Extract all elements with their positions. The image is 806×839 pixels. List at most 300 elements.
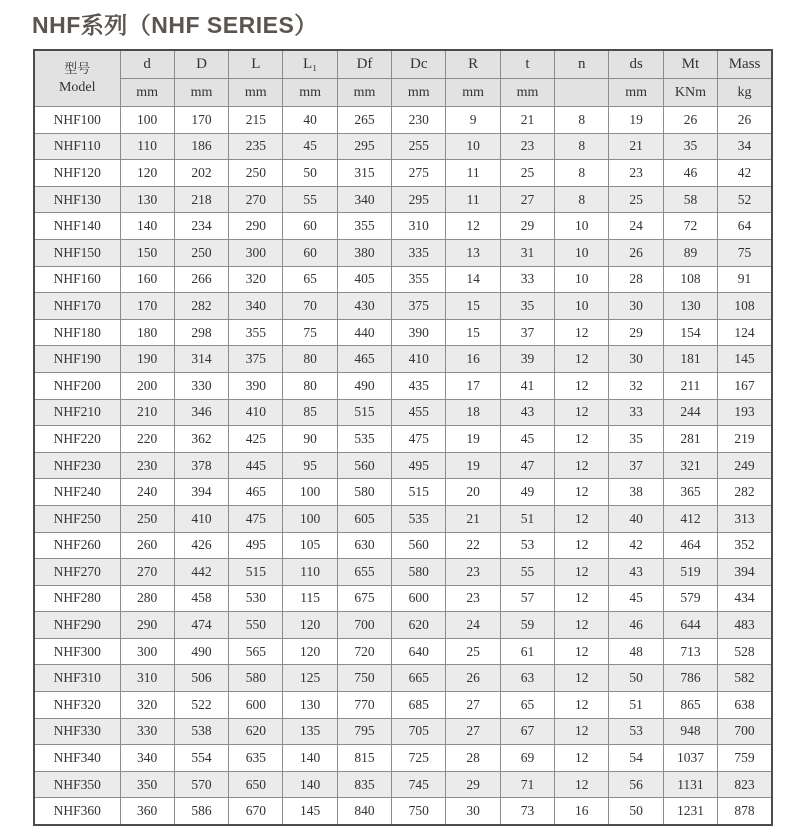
value-cell: 29 <box>609 319 663 346</box>
value-cell: 40 <box>609 505 663 532</box>
value-cell: 519 <box>663 559 717 586</box>
value-cell: 580 <box>229 665 283 692</box>
table-row <box>34 266 772 293</box>
page-title: NHF系列（NHF SERIES） <box>32 12 318 38</box>
model-cell: NHF210 <box>34 399 120 426</box>
value-cell: 290 <box>120 612 174 639</box>
unit-header-8 <box>555 79 609 107</box>
model-cell: NHF250 <box>34 505 120 532</box>
model-cell: NHF280 <box>34 585 120 612</box>
model-cell: NHF340 <box>34 745 120 772</box>
value-cell: 200 <box>120 372 174 399</box>
value-cell: 58 <box>663 186 717 213</box>
value-cell: 445 <box>229 452 283 479</box>
value-cell: 11 <box>446 160 500 187</box>
value-cell: 30 <box>609 346 663 373</box>
value-cell: 375 <box>392 293 446 320</box>
value-cell: 355 <box>229 319 283 346</box>
value-cell: 244 <box>663 399 717 426</box>
value-cell: 320 <box>229 266 283 293</box>
value-cell: 28 <box>446 745 500 772</box>
value-cell: 335 <box>392 239 446 266</box>
model-cell: NHF170 <box>34 293 120 320</box>
value-cell: 100 <box>283 505 337 532</box>
param-header-l₁: L₁ <box>283 50 337 79</box>
value-cell: 644 <box>663 612 717 639</box>
value-cell: 515 <box>229 559 283 586</box>
value-cell: 215 <box>229 107 283 134</box>
value-cell: 46 <box>663 160 717 187</box>
value-cell: 670 <box>229 798 283 825</box>
value-cell: 815 <box>337 745 391 772</box>
value-cell: 12 <box>555 319 609 346</box>
param-header-n: n <box>555 50 609 79</box>
unit-header-1: mm <box>174 79 228 107</box>
value-cell: 47 <box>500 452 554 479</box>
value-cell: 705 <box>392 718 446 745</box>
model-cell: NHF310 <box>34 665 120 692</box>
unit-header-7: mm <box>500 79 554 107</box>
value-cell: 528 <box>718 638 772 665</box>
value-cell: 340 <box>229 293 283 320</box>
value-cell: 275 <box>392 160 446 187</box>
param-header-l: L <box>229 50 283 79</box>
value-cell: 71 <box>500 771 554 798</box>
value-cell: 620 <box>229 718 283 745</box>
param-header-d: D <box>174 50 228 79</box>
value-cell: 12 <box>555 532 609 559</box>
value-cell: 80 <box>283 346 337 373</box>
value-cell: 12 <box>555 692 609 719</box>
value-cell: 85 <box>283 399 337 426</box>
value-cell: 535 <box>392 505 446 532</box>
unit-header-9: mm <box>609 79 663 107</box>
value-cell: 260 <box>120 532 174 559</box>
value-cell: 51 <box>609 692 663 719</box>
value-cell: 154 <box>663 319 717 346</box>
unit-header-6: mm <box>446 79 500 107</box>
value-cell: 355 <box>337 213 391 240</box>
value-cell: 390 <box>229 372 283 399</box>
value-cell: 54 <box>609 745 663 772</box>
value-cell: 362 <box>174 426 228 453</box>
value-cell: 16 <box>446 346 500 373</box>
model-cell: NHF260 <box>34 532 120 559</box>
table-row <box>34 745 772 772</box>
value-cell: 35 <box>609 426 663 453</box>
value-cell: 23 <box>446 585 500 612</box>
value-cell: 64 <box>718 213 772 240</box>
value-cell: 24 <box>609 213 663 240</box>
value-cell: 12 <box>555 346 609 373</box>
value-cell: 110 <box>120 133 174 160</box>
value-cell: 22 <box>446 532 500 559</box>
value-cell: 295 <box>392 186 446 213</box>
value-cell: 10 <box>555 239 609 266</box>
value-cell: 560 <box>392 532 446 559</box>
value-cell: 95 <box>283 452 337 479</box>
value-cell: 378 <box>174 452 228 479</box>
value-cell: 10 <box>555 266 609 293</box>
value-cell: 410 <box>229 399 283 426</box>
value-cell: 45 <box>609 585 663 612</box>
value-cell: 19 <box>446 452 500 479</box>
value-cell: 560 <box>337 452 391 479</box>
value-cell: 9 <box>446 107 500 134</box>
value-cell: 579 <box>663 585 717 612</box>
table-row <box>34 585 772 612</box>
value-cell: 100 <box>283 479 337 506</box>
value-cell: 365 <box>663 479 717 506</box>
value-cell: 394 <box>718 559 772 586</box>
model-cell: NHF140 <box>34 213 120 240</box>
value-cell: 145 <box>718 346 772 373</box>
value-cell: 250 <box>174 239 228 266</box>
value-cell: 145 <box>283 798 337 825</box>
value-cell: 12 <box>555 372 609 399</box>
model-cell: NHF230 <box>34 452 120 479</box>
model-header-chinese: 型号 <box>64 62 91 77</box>
value-cell: 89 <box>663 239 717 266</box>
value-cell: 410 <box>174 505 228 532</box>
value-cell: 130 <box>663 293 717 320</box>
value-cell: 234 <box>174 213 228 240</box>
param-header-df: Df <box>337 50 391 79</box>
value-cell: 108 <box>718 293 772 320</box>
value-cell: 8 <box>555 107 609 134</box>
value-cell: 298 <box>174 319 228 346</box>
value-cell: 48 <box>609 638 663 665</box>
value-cell: 42 <box>718 160 772 187</box>
value-cell: 570 <box>174 771 228 798</box>
model-cell: NHF120 <box>34 160 120 187</box>
value-cell: 34 <box>718 133 772 160</box>
value-cell: 56 <box>609 771 663 798</box>
value-cell: 281 <box>663 426 717 453</box>
param-header-t: t <box>500 50 554 79</box>
value-cell: 220 <box>120 426 174 453</box>
model-cell: NHF200 <box>34 372 120 399</box>
value-cell: 230 <box>120 452 174 479</box>
model-header-english: Model <box>58 79 96 95</box>
value-cell: 29 <box>446 771 500 798</box>
value-cell: 565 <box>229 638 283 665</box>
table-row <box>34 346 772 373</box>
value-cell: 465 <box>337 346 391 373</box>
value-cell: 43 <box>609 559 663 586</box>
value-cell: 750 <box>392 798 446 825</box>
value-cell: 80 <box>283 372 337 399</box>
value-cell: 8 <box>555 160 609 187</box>
table-row <box>34 559 772 586</box>
value-cell: 240 <box>120 479 174 506</box>
value-cell: 50 <box>609 665 663 692</box>
value-cell: 15 <box>446 293 500 320</box>
value-cell: 270 <box>120 559 174 586</box>
table-row <box>34 372 772 399</box>
value-cell: 405 <box>337 266 391 293</box>
value-cell: 30 <box>446 798 500 825</box>
value-cell: 249 <box>718 452 772 479</box>
value-cell: 340 <box>120 745 174 772</box>
value-cell: 665 <box>392 665 446 692</box>
value-cell: 23 <box>500 133 554 160</box>
value-cell: 115 <box>283 585 337 612</box>
value-cell: 170 <box>120 293 174 320</box>
value-cell: 600 <box>392 585 446 612</box>
table-row <box>34 718 772 745</box>
value-cell: 60 <box>283 239 337 266</box>
value-cell: 750 <box>337 665 391 692</box>
value-cell: 37 <box>609 452 663 479</box>
value-cell: 720 <box>337 638 391 665</box>
value-cell: 69 <box>500 745 554 772</box>
table-row <box>34 798 772 825</box>
value-cell: 21 <box>500 107 554 134</box>
value-cell: 340 <box>337 186 391 213</box>
value-cell: 321 <box>663 452 717 479</box>
value-cell: 300 <box>229 239 283 266</box>
value-cell: 394 <box>174 479 228 506</box>
value-cell: 266 <box>174 266 228 293</box>
table-row <box>34 612 772 639</box>
value-cell: 181 <box>663 346 717 373</box>
value-cell: 475 <box>392 426 446 453</box>
value-cell: 435 <box>392 372 446 399</box>
header-row-params <box>34 50 772 79</box>
value-cell: 42 <box>609 532 663 559</box>
value-cell: 230 <box>392 107 446 134</box>
value-cell: 12 <box>555 479 609 506</box>
value-cell: 713 <box>663 638 717 665</box>
value-cell: 295 <box>337 133 391 160</box>
value-cell: 12 <box>555 665 609 692</box>
value-cell: 586 <box>174 798 228 825</box>
table-row <box>34 479 772 506</box>
value-cell: 53 <box>500 532 554 559</box>
table-row <box>34 293 772 320</box>
value-cell: 18 <box>446 399 500 426</box>
value-cell: 40 <box>283 107 337 134</box>
value-cell: 786 <box>663 665 717 692</box>
value-cell: 490 <box>174 638 228 665</box>
nhf-series-spec-table <box>33 49 773 826</box>
value-cell: 458 <box>174 585 228 612</box>
value-cell: 91 <box>718 266 772 293</box>
value-cell: 32 <box>609 372 663 399</box>
param-header-mt: Mt <box>663 50 717 79</box>
value-cell: 12 <box>555 638 609 665</box>
value-cell: 635 <box>229 745 283 772</box>
value-cell: 865 <box>663 692 717 719</box>
value-cell: 600 <box>229 692 283 719</box>
value-cell: 12 <box>555 585 609 612</box>
value-cell: 1131 <box>663 771 717 798</box>
value-cell: 53 <box>609 718 663 745</box>
unit-header-2: mm <box>229 79 283 107</box>
value-cell: 554 <box>174 745 228 772</box>
value-cell: 630 <box>337 532 391 559</box>
value-cell: 530 <box>229 585 283 612</box>
value-cell: 38 <box>609 479 663 506</box>
value-cell: 26 <box>446 665 500 692</box>
value-cell: 300 <box>120 638 174 665</box>
value-cell: 12 <box>555 452 609 479</box>
value-cell: 25 <box>500 160 554 187</box>
value-cell: 90 <box>283 426 337 453</box>
value-cell: 17 <box>446 372 500 399</box>
value-cell: 495 <box>392 452 446 479</box>
value-cell: 140 <box>283 771 337 798</box>
value-cell: 75 <box>718 239 772 266</box>
value-cell: 464 <box>663 532 717 559</box>
value-cell: 27 <box>446 692 500 719</box>
value-cell: 280 <box>120 585 174 612</box>
model-cell: NHF180 <box>34 319 120 346</box>
value-cell: 210 <box>120 399 174 426</box>
value-cell: 12 <box>446 213 500 240</box>
value-cell: 140 <box>120 213 174 240</box>
model-cell: NHF300 <box>34 638 120 665</box>
value-cell: 21 <box>446 505 500 532</box>
value-cell: 11 <box>446 186 500 213</box>
value-cell: 120 <box>283 612 337 639</box>
model-cell: NHF290 <box>34 612 120 639</box>
value-cell: 490 <box>337 372 391 399</box>
value-cell: 124 <box>718 319 772 346</box>
value-cell: 65 <box>500 692 554 719</box>
value-cell: 14 <box>446 266 500 293</box>
value-cell: 150 <box>120 239 174 266</box>
value-cell: 170 <box>174 107 228 134</box>
value-cell: 434 <box>718 585 772 612</box>
value-cell: 290 <box>229 213 283 240</box>
value-cell: 41 <box>500 372 554 399</box>
value-cell: 650 <box>229 771 283 798</box>
value-cell: 515 <box>337 399 391 426</box>
value-cell: 390 <box>392 319 446 346</box>
value-cell: 620 <box>392 612 446 639</box>
value-cell: 638 <box>718 692 772 719</box>
table-row <box>34 133 772 160</box>
value-cell: 255 <box>392 133 446 160</box>
value-cell: 218 <box>174 186 228 213</box>
value-cell: 823 <box>718 771 772 798</box>
value-cell: 355 <box>392 266 446 293</box>
value-cell: 135 <box>283 718 337 745</box>
value-cell: 211 <box>663 372 717 399</box>
value-cell: 45 <box>500 426 554 453</box>
value-cell: 538 <box>174 718 228 745</box>
value-cell: 21 <box>609 133 663 160</box>
unit-header-5: mm <box>392 79 446 107</box>
value-cell: 878 <box>718 798 772 825</box>
value-cell: 346 <box>174 399 228 426</box>
table-row <box>34 186 772 213</box>
unit-header-3: mm <box>283 79 337 107</box>
value-cell: 465 <box>229 479 283 506</box>
value-cell: 51 <box>500 505 554 532</box>
value-cell: 35 <box>663 133 717 160</box>
value-cell: 515 <box>392 479 446 506</box>
value-cell: 580 <box>392 559 446 586</box>
value-cell: 655 <box>337 559 391 586</box>
value-cell: 675 <box>337 585 391 612</box>
value-cell: 27 <box>500 186 554 213</box>
value-cell: 24 <box>446 612 500 639</box>
model-cell: NHF100 <box>34 107 120 134</box>
value-cell: 50 <box>283 160 337 187</box>
model-cell: NHF160 <box>34 266 120 293</box>
value-cell: 100 <box>120 107 174 134</box>
value-cell: 410 <box>392 346 446 373</box>
value-cell: 31 <box>500 239 554 266</box>
value-cell: 282 <box>718 479 772 506</box>
value-cell: 426 <box>174 532 228 559</box>
value-cell: 700 <box>718 718 772 745</box>
value-cell: 1037 <box>663 745 717 772</box>
value-cell: 475 <box>229 505 283 532</box>
value-cell: 12 <box>555 505 609 532</box>
value-cell: 745 <box>392 771 446 798</box>
value-cell: 23 <box>609 160 663 187</box>
table-row <box>34 532 772 559</box>
value-cell: 30 <box>609 293 663 320</box>
value-cell: 13 <box>446 239 500 266</box>
model-cell: NHF330 <box>34 718 120 745</box>
value-cell: 430 <box>337 293 391 320</box>
value-cell: 12 <box>555 718 609 745</box>
table-row <box>34 692 772 719</box>
value-cell: 320 <box>120 692 174 719</box>
value-cell: 412 <box>663 505 717 532</box>
table-row <box>34 505 772 532</box>
value-cell: 12 <box>555 426 609 453</box>
value-cell: 28 <box>609 266 663 293</box>
value-cell: 550 <box>229 612 283 639</box>
value-cell: 140 <box>283 745 337 772</box>
value-cell: 535 <box>337 426 391 453</box>
value-cell: 442 <box>174 559 228 586</box>
value-cell: 314 <box>174 346 228 373</box>
value-cell: 125 <box>283 665 337 692</box>
value-cell: 43 <box>500 399 554 426</box>
value-cell: 265 <box>337 107 391 134</box>
table-row <box>34 771 772 798</box>
table-row <box>34 319 772 346</box>
value-cell: 45 <box>283 133 337 160</box>
table-row <box>34 399 772 426</box>
value-cell: 310 <box>392 213 446 240</box>
param-header-ds: ds <box>609 50 663 79</box>
value-cell: 160 <box>120 266 174 293</box>
value-cell: 310 <box>120 665 174 692</box>
model-cell: NHF270 <box>34 559 120 586</box>
value-cell: 39 <box>500 346 554 373</box>
model-cell: NHF130 <box>34 186 120 213</box>
param-header-dc: Dc <box>392 50 446 79</box>
value-cell: 640 <box>392 638 446 665</box>
value-cell: 167 <box>718 372 772 399</box>
table-row <box>34 426 772 453</box>
value-cell: 455 <box>392 399 446 426</box>
value-cell: 474 <box>174 612 228 639</box>
value-cell: 49 <box>500 479 554 506</box>
value-cell: 75 <box>283 319 337 346</box>
model-cell: NHF360 <box>34 798 120 825</box>
value-cell: 315 <box>337 160 391 187</box>
unit-header-11: kg <box>718 79 772 107</box>
